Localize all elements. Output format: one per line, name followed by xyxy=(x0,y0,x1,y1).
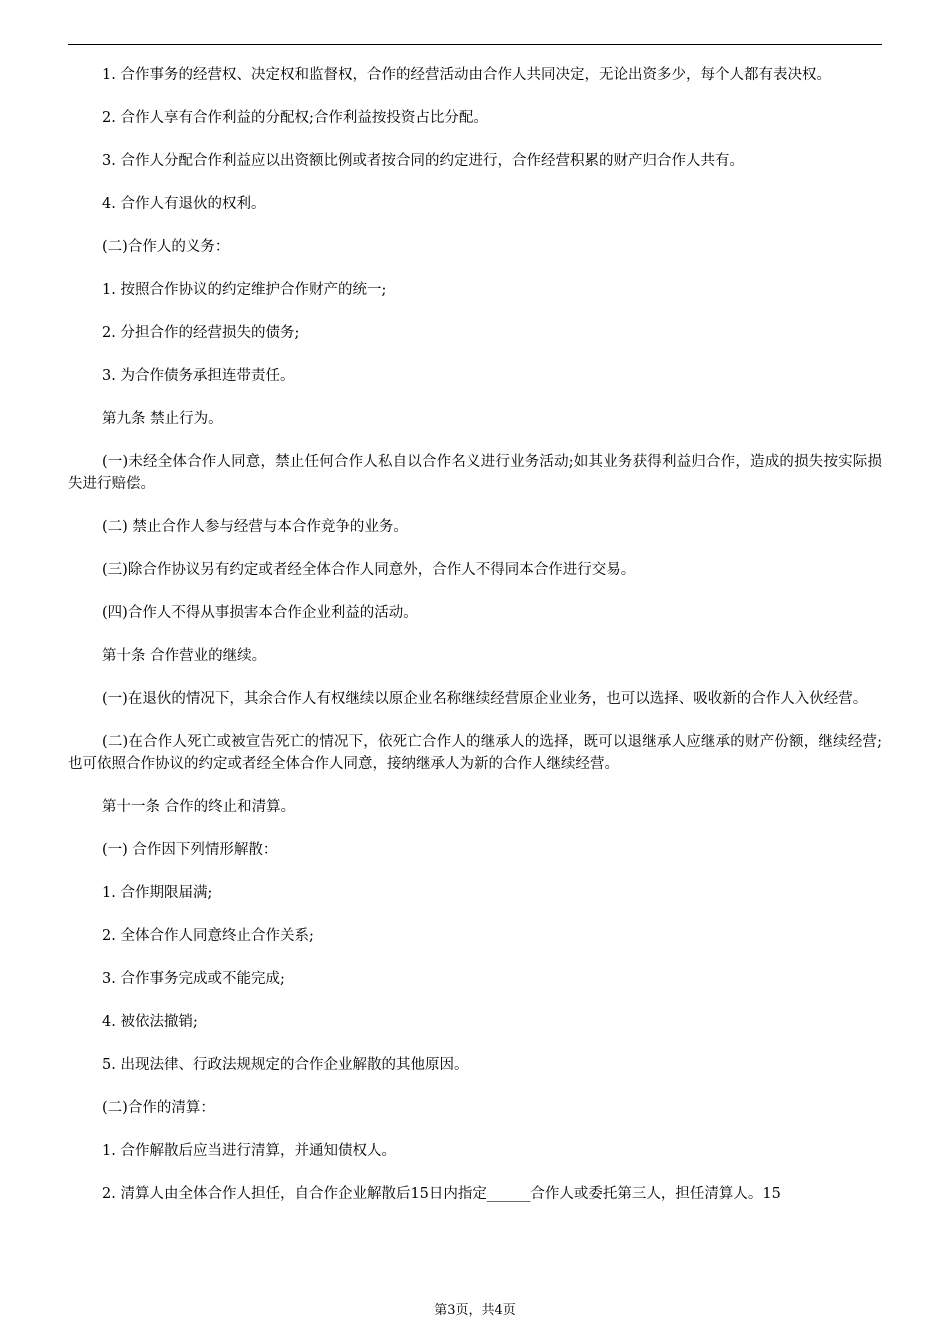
paragraph: 2. 清算人由全体合作人担任，自合作企业解散后15日内指定______合作人或委托第三人，担任清算人。15 xyxy=(102,1186,781,1202)
document-body xyxy=(68,64,882,1226)
paragraph: (一)未经全体合作人同意，禁止任何合作人私自以合作名义进行业务活动;如其业务获得利益归合作，造成的损失按实际损失进行赔偿。 xyxy=(68,454,882,492)
paragraph: 2. 分担合作的经营损失的债务; xyxy=(102,325,300,341)
paragraph: 3. 为合作债务承担连带责任。 xyxy=(102,368,295,384)
article-heading: 第九条 禁止行为。 xyxy=(102,411,223,427)
paragraph: 1. 按照合作协议的约定维护合作财产的统一; xyxy=(102,282,387,298)
article-heading: 第十条 合作营业的继续。 xyxy=(102,648,267,664)
header-rule xyxy=(68,44,882,45)
paragraph: 2. 全体合作人同意终止合作关系; xyxy=(102,928,314,944)
article-heading: 第十一条 合作的终止和清算。 xyxy=(102,799,296,815)
paragraph: 4. 被依法撤销; xyxy=(102,1014,198,1030)
section-heading: (一) 合作因下列情形解散： xyxy=(102,842,278,858)
paragraph: (二)在合作人死亡或被宣告死亡的情况下，依死亡合作人的继承人的选择，既可以退继承人应继承的财产份额，继续经营;也可依照合作协议的约定或者经全体合作人同意，接纳继承人为新的合作人继续经营。 xyxy=(68,734,882,772)
section-heading: (二)合作的清算： xyxy=(102,1100,215,1116)
section-heading: (二)合作人的义务： xyxy=(102,239,230,255)
paragraph: (三)除合作协议另有约定或者经全体合作人同意外，合作人不得同本合作进行交易。 xyxy=(102,562,636,578)
paragraph: (二) 禁止合作人参与经营与本合作竞争的业务。 xyxy=(102,519,408,535)
paragraph: (一)在退伙的情况下，其余合作人有权继续以原企业名称继续经营原企业业务，也可以选择、吸收新的合作人入伙经营。 xyxy=(102,691,868,707)
paragraph: 2. 合作人享有合作利益的分配权;合作利益按投资占比分配。 xyxy=(102,110,488,126)
page-footer xyxy=(0,1302,950,1320)
paragraph: 1. 合作解散后应当进行清算，并通知债权人。 xyxy=(102,1143,396,1159)
paragraph: 1. 合作期限届满; xyxy=(102,885,213,901)
page-number: 第3页，共4页 xyxy=(434,1303,516,1318)
paragraph: 5. 出现法律、行政法规规定的合作企业解散的其他原因。 xyxy=(102,1057,469,1073)
paragraph: 4. 合作人有退伙的权利。 xyxy=(102,196,266,212)
paragraph: 3. 合作事务完成或不能完成; xyxy=(102,971,285,987)
paragraph: (四)合作人不得从事损害本合作企业利益的活动。 xyxy=(102,605,418,621)
paragraph: 1. 合作事务的经营权、决定权和监督权，合作的经营活动由合作人共同决定，无论出资多少，每个人都有表决权。 xyxy=(102,67,831,83)
paragraph: 3. 合作人分配合作利益应以出资额比例或者按合同的约定进行，合作经营积累的财产归合作人共有。 xyxy=(102,153,744,169)
